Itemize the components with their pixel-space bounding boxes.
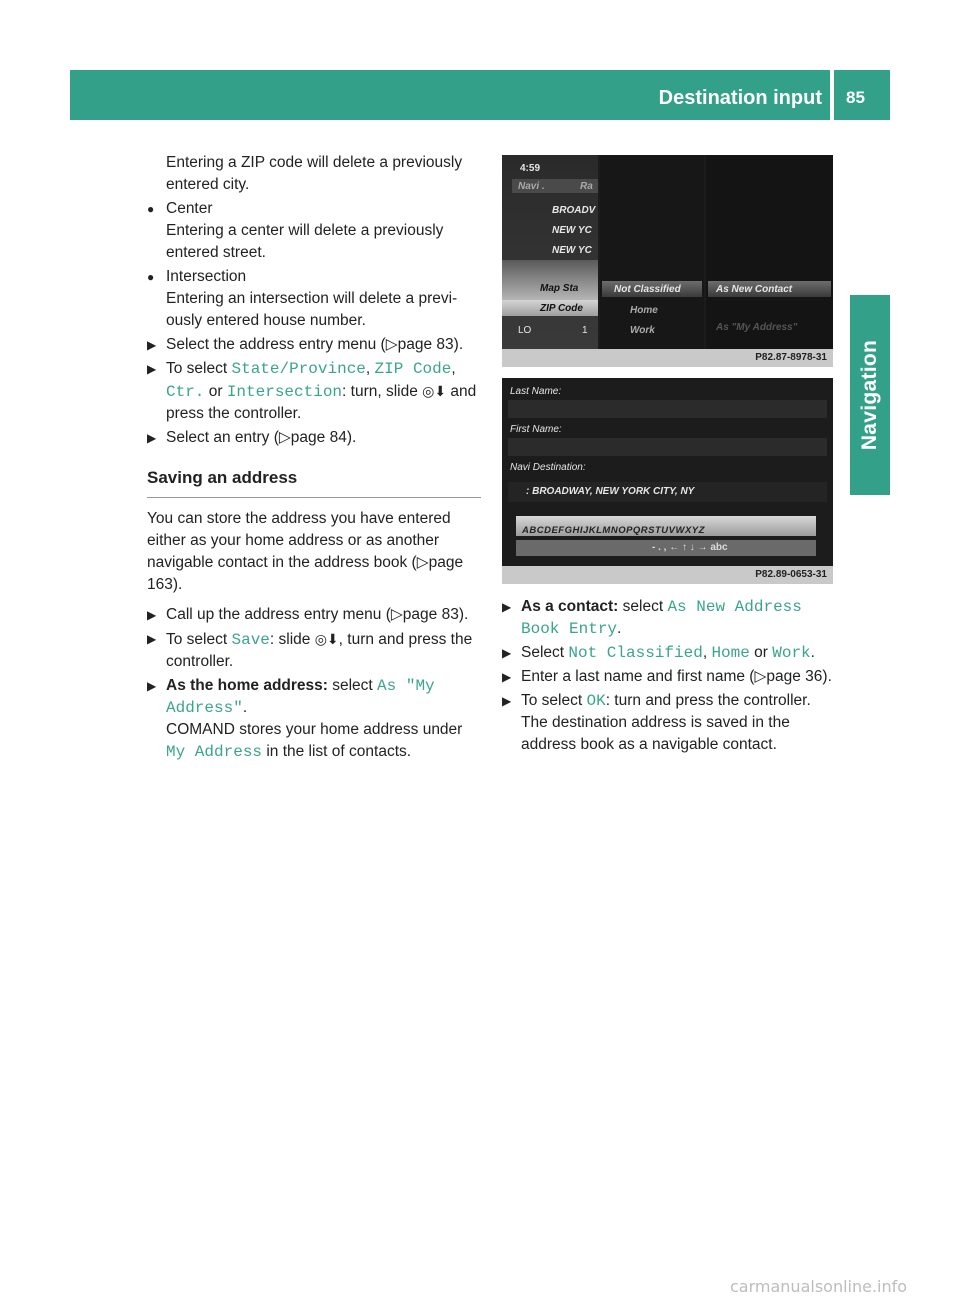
step-text: ). xyxy=(822,668,832,685)
step-lead: As a contact: xyxy=(521,598,619,615)
step-arrow-icon: ▶ xyxy=(147,362,157,376)
menu-item-work: Work xyxy=(772,644,811,662)
option-new-contact: As New Contact xyxy=(716,284,793,295)
page-ref: page 163 xyxy=(147,554,464,593)
first-name-field xyxy=(508,438,827,456)
menu-item-new-address-book-entry: As New Address Book Entry xyxy=(521,598,802,638)
page-ref-icon: ▷ xyxy=(416,554,429,571)
page-title: Destination input xyxy=(658,87,822,109)
status-left: LO xyxy=(518,325,532,336)
menu-item-map: Map Sta xyxy=(540,283,579,294)
step-text: To select xyxy=(521,692,587,709)
step-text: COMAND stores your home address under xyxy=(166,721,463,738)
side-tab xyxy=(850,295,890,495)
step-text: and press the controller. xyxy=(166,383,477,422)
step-text: in the list of contacts. xyxy=(262,743,412,760)
step-text: , xyxy=(451,360,456,377)
step-text: . xyxy=(242,699,248,716)
bullet-text: Entering a center will delete a previously entered street. xyxy=(166,222,444,261)
step-text: or xyxy=(749,644,773,661)
step-text: The destination address is saved in the address book as a navigable contact. xyxy=(521,714,790,753)
step-text: Select xyxy=(521,644,569,661)
page-ref: page 83 xyxy=(402,606,459,623)
screenshot-save-menu xyxy=(502,155,833,367)
paragraph-text: ). xyxy=(172,576,183,593)
section-heading: Saving an address xyxy=(147,467,481,498)
screenshot-contact-entry xyxy=(502,378,833,584)
image-caption: P82.89-0653-31 xyxy=(755,569,827,580)
submenu-panel xyxy=(600,155,704,349)
step-text: Select the address entry menu ( xyxy=(166,336,386,353)
header-divider xyxy=(830,70,834,120)
step-select-field xyxy=(147,358,481,425)
menu-item-home: Home xyxy=(711,644,750,662)
first-name-label: First Name: xyxy=(510,424,562,435)
bullet-intersection xyxy=(147,266,481,332)
menu-item-zip: ZIP Code xyxy=(540,303,583,314)
step-arrow-icon: ▶ xyxy=(147,338,157,352)
step-text: , xyxy=(365,360,375,377)
menu-item-zip: ZIP Code xyxy=(374,360,452,378)
step-text: ). xyxy=(346,429,357,446)
step-select-ok xyxy=(502,690,836,756)
step-select-entry xyxy=(147,427,481,449)
menu-item-save: Save xyxy=(231,631,270,649)
list-item: NEW YC xyxy=(552,225,592,236)
step-text: ). xyxy=(453,336,464,353)
step-arrow-icon: ▶ xyxy=(147,632,157,646)
step-text: , xyxy=(702,644,712,661)
navi-destination-label: Navi Destination: xyxy=(510,462,586,473)
page-ref-icon: ▷ xyxy=(278,429,291,446)
step-text: : turn, slide xyxy=(342,383,423,400)
step-text: Select an entry ( xyxy=(166,429,279,446)
left-column xyxy=(147,152,481,765)
page-ref-icon: ▷ xyxy=(390,606,403,623)
intro-line: Entering a ZIP code will delete a previously entered city. xyxy=(166,154,463,193)
step-arrow-icon: ▶ xyxy=(502,600,512,614)
step-text: Enter a last name and first name ( xyxy=(521,668,755,685)
step-arrow-icon: ▶ xyxy=(502,694,512,708)
step-text: To select xyxy=(166,360,232,377)
page-ref: page 84 xyxy=(290,429,347,446)
step-home-address xyxy=(147,675,481,763)
page-number: 85 xyxy=(846,88,865,107)
character-row: ABCDEFGHIJKLMNOPQRSTUVWXYZ xyxy=(522,525,705,536)
step-text: , turn and press the controller. xyxy=(166,631,473,670)
step-text: Call up the address entry menu ( xyxy=(166,606,391,623)
step-text: : turn and press the controller. xyxy=(605,692,811,709)
step-text: To select xyxy=(166,631,232,648)
step-arrow-icon: ▶ xyxy=(502,670,512,684)
step-arrow-icon: ▶ xyxy=(502,646,512,660)
step-text: : slide xyxy=(269,631,315,648)
tab-radio: Ra xyxy=(580,181,593,192)
side-tab-label: Navigation xyxy=(858,339,881,451)
step-text: or xyxy=(204,383,227,400)
contact-my-address: My Address xyxy=(166,743,263,761)
step-arrow-icon: ▶ xyxy=(147,608,157,622)
page-ref: page 36 xyxy=(766,668,823,685)
step-select-save xyxy=(147,628,481,673)
bullet-label: Intersection xyxy=(166,268,247,285)
last-name-field xyxy=(508,400,827,418)
step-select-address-menu xyxy=(147,334,481,356)
right-column xyxy=(502,596,836,758)
bottom-row: - . , ← ↑ ↓ → abc xyxy=(652,542,728,553)
step-select-category xyxy=(502,642,836,664)
watermark: carmanualsonline.info xyxy=(730,1277,908,1296)
page-ref-icon: ▷ xyxy=(754,668,767,685)
status-right: 1 xyxy=(582,325,588,336)
step-lead: As the home address: xyxy=(166,677,328,694)
menu-item-my-address: As "My Address" xyxy=(166,677,435,717)
last-name-label: Last Name: xyxy=(510,386,562,397)
menu-item-state: State/Province xyxy=(231,360,366,378)
menu-item-intersection: Intersection xyxy=(226,383,343,401)
bullet-icon: ● xyxy=(147,270,155,284)
bullet-label: Center xyxy=(166,200,213,217)
step-text: ). xyxy=(458,606,469,623)
menu-item-ctr: Ctr. xyxy=(166,383,205,401)
step-call-up-menu xyxy=(147,604,481,626)
bullet-icon: ● xyxy=(147,202,155,216)
clock: 4:59 xyxy=(520,163,541,174)
step-as-contact xyxy=(502,596,836,640)
controller-dial-icon: ◎⬇ xyxy=(422,383,447,399)
option-not-classified: Not Classified xyxy=(614,284,681,295)
paragraph-text: You can store the address you have entered either as your home address or as another navigable contact in the address book ( xyxy=(147,510,451,571)
controller-dial-icon: ◎⬇ xyxy=(314,631,339,647)
tab-navi: Navi . xyxy=(518,181,545,192)
menu-item-not-classified: Not Classified xyxy=(568,644,703,662)
section-paragraph xyxy=(147,508,481,596)
option-work: Work xyxy=(630,325,655,336)
options-panel xyxy=(706,155,833,349)
option-my-address: As "My Address" xyxy=(716,322,798,333)
step-enter-name xyxy=(502,666,836,688)
menu-item-ok: OK xyxy=(586,692,606,710)
list-item: NEW YC xyxy=(552,245,592,256)
bullet-center xyxy=(147,198,481,264)
image-caption: P82.87-8978-31 xyxy=(755,352,827,363)
navi-destination-value: : BROADWAY, NEW YORK CITY, NY xyxy=(526,486,695,497)
step-arrow-icon: ▶ xyxy=(147,679,157,693)
list-item: BROADV xyxy=(552,205,596,216)
step-text: select xyxy=(618,598,668,615)
step-text: . xyxy=(617,620,622,637)
step-text: select xyxy=(327,677,378,694)
page-ref: page 83 xyxy=(397,336,454,353)
page-ref-icon: ▷ xyxy=(385,336,398,353)
option-home: Home xyxy=(630,305,658,316)
step-arrow-icon: ▶ xyxy=(147,431,157,445)
character-bar xyxy=(516,516,816,536)
step-text: . xyxy=(810,644,815,661)
bullet-text: Entering an intersection will delete a previ-ously entered house number. xyxy=(166,290,458,329)
